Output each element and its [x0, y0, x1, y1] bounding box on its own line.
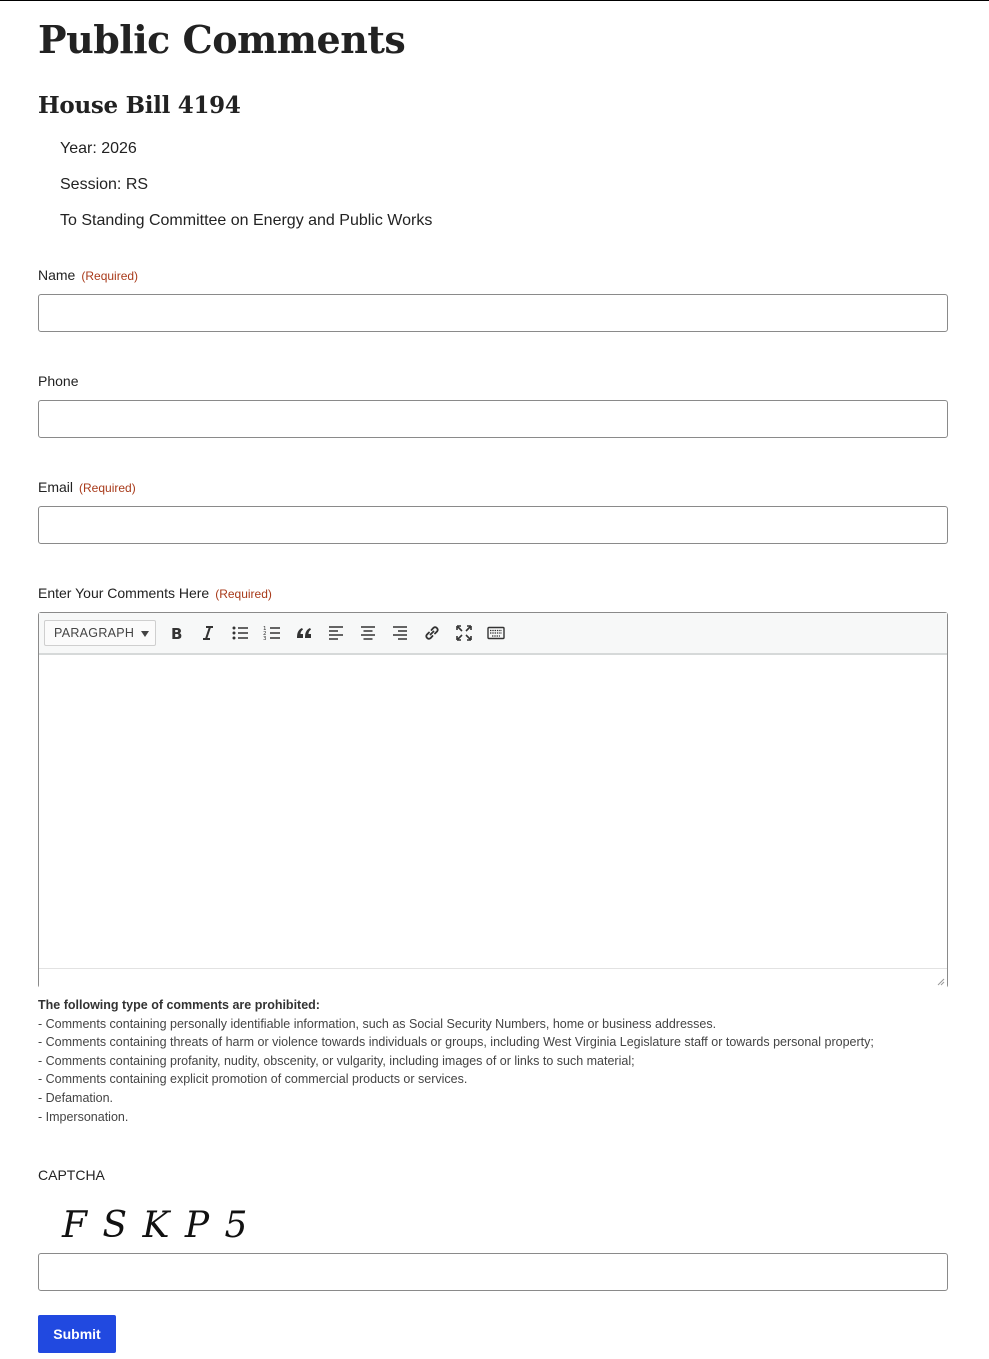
bold-icon — [167, 624, 185, 642]
page-title: Public Comments — [38, 17, 406, 62]
prohibited-item: - Defamation. — [38, 1090, 114, 1105]
prohibited-item: - Comments containing threats of harm or violence towards individuals or groups, including West Virginia Legislature staff or towards personal property; — [38, 1035, 874, 1050]
format-select-value: PARAGRAPH — [54, 626, 135, 640]
svg-text:B: B — [171, 625, 183, 643]
comments-textarea[interactable] — [39, 655, 947, 968]
bill-session: Session: RS — [60, 176, 149, 193]
format-select[interactable] — [44, 620, 156, 646]
bold-button[interactable] — [165, 622, 187, 644]
phone-label — [38, 373, 78, 389]
name-input[interactable] — [38, 294, 948, 332]
prohibited-item: - Comments containing profanity, nudity, obscenity, or vulgarity, including images of or links to such material; — [38, 1053, 635, 1068]
required-marker: (Required) — [81, 269, 139, 283]
svg-text:2: 2 — [263, 631, 267, 637]
email-input[interactable] — [38, 506, 948, 544]
bullet-list-button[interactable] — [229, 622, 251, 644]
numbered-list-icon — [263, 624, 281, 642]
align-center-icon — [359, 624, 377, 642]
captcha-image — [48, 1197, 250, 1247]
caret-down-icon — [141, 631, 149, 637]
resize-handle-icon[interactable] — [935, 976, 945, 986]
align-right-button[interactable] — [389, 622, 411, 644]
keyboard-icon — [487, 624, 505, 642]
svg-text:3: 3 — [263, 636, 267, 642]
email-label — [38, 479, 136, 495]
bullet-list-icon — [231, 624, 249, 642]
required-marker: (Required) — [215, 587, 272, 601]
comments-label — [38, 585, 272, 601]
bill-year: Year: 2026 — [60, 140, 137, 157]
prohibited-title: The following type of comments are prohibited: — [38, 998, 320, 1012]
required-marker: (Required) — [79, 481, 136, 495]
submit-button[interactable]: Submit — [38, 1315, 116, 1353]
captcha-label: CAPTCHA — [38, 1167, 105, 1183]
prohibited-item: - Comments containing explicit promotion of commercial products or services. — [38, 1072, 468, 1087]
italic-icon — [199, 624, 217, 642]
align-left-icon — [327, 624, 345, 642]
link-button[interactable] — [421, 622, 443, 644]
align-right-icon — [391, 624, 409, 642]
editor-toolbar — [39, 613, 947, 655]
blockquote-icon — [295, 624, 313, 642]
phone-label-text: Phone — [38, 373, 79, 389]
blockquote-button[interactable] — [293, 622, 315, 644]
captcha-input[interactable] — [38, 1253, 948, 1291]
bill-title: House Bill 4194 — [38, 92, 241, 119]
align-left-button[interactable] — [325, 622, 347, 644]
fullscreen-button[interactable] — [453, 622, 475, 644]
email-label-text: Email — [38, 479, 74, 495]
italic-button[interactable] — [197, 622, 219, 644]
align-center-button[interactable] — [357, 622, 379, 644]
editor-statusbar — [39, 968, 947, 988]
comments-editor — [38, 612, 948, 988]
prohibited-comments-notice — [38, 996, 874, 1126]
fullscreen-icon — [455, 624, 473, 642]
prohibited-item: - Impersonation. — [38, 1109, 129, 1124]
keyboard-button[interactable] — [485, 622, 507, 644]
phone-input[interactable] — [38, 400, 948, 438]
link-icon — [423, 624, 441, 642]
captcha-text: F S K P 5 — [62, 1205, 250, 1246]
name-label-text: Name — [38, 267, 76, 283]
comments-label-text: Enter Your Comments Here — [38, 585, 210, 601]
name-label — [38, 267, 138, 283]
prohibited-item: - Comments containing personally identifiable information, such as Social Security Numbers, home or business addresses. — [38, 1016, 717, 1031]
svg-text:1: 1 — [263, 626, 267, 632]
numbered-list-button[interactable] — [261, 622, 283, 644]
bill-committee: To Standing Committee on Energy and Public Works — [60, 212, 433, 229]
